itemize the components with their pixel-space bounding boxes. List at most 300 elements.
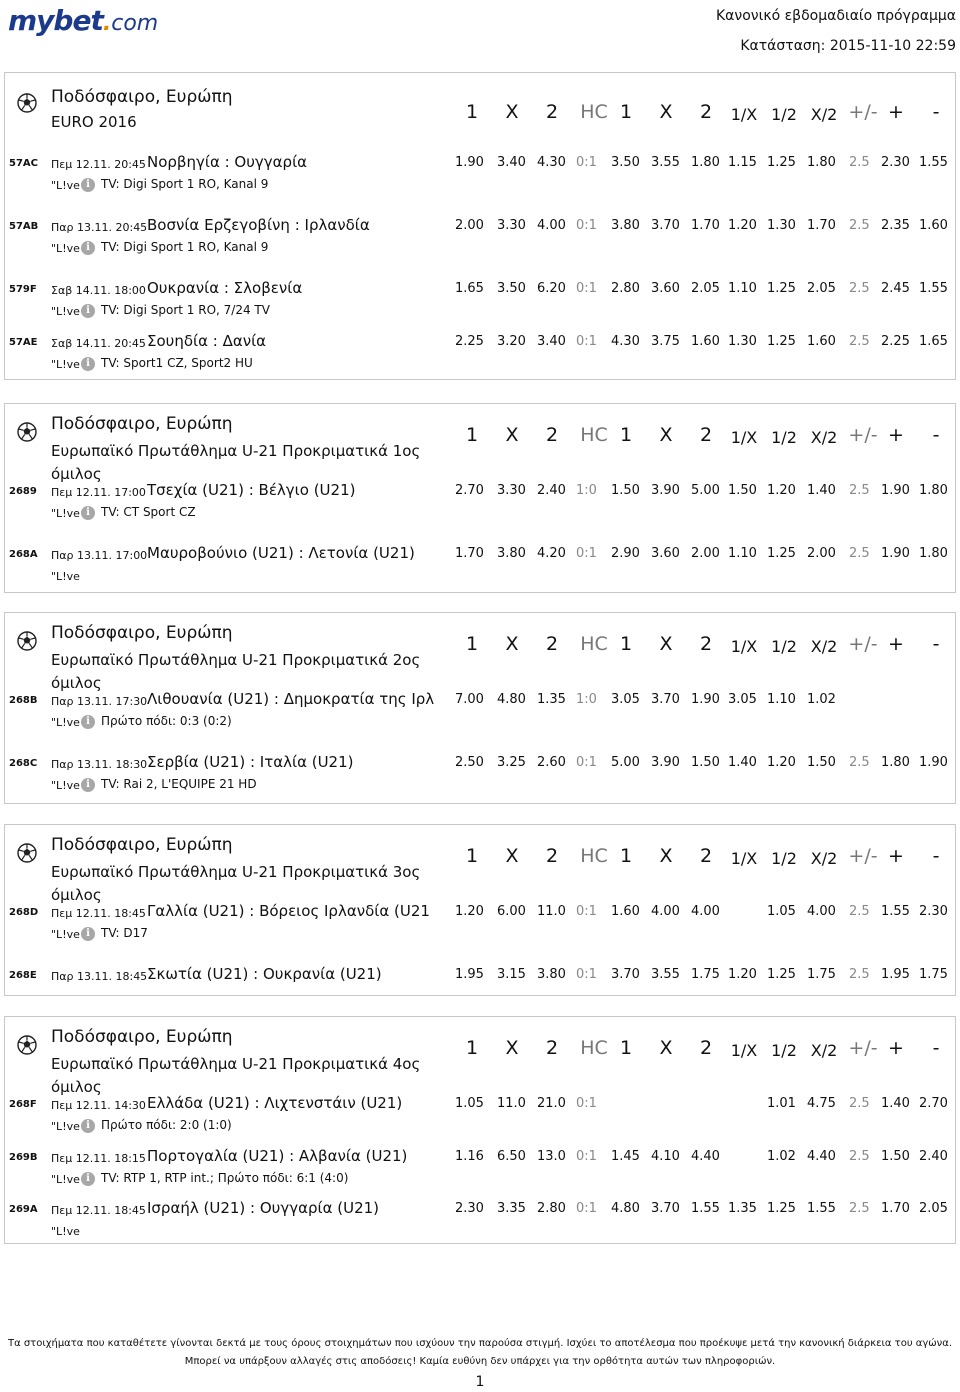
event-row[interactable] bbox=[5, 1094, 955, 1138]
odd-value[interactable]: 3.30 bbox=[497, 218, 526, 233]
column-header-c2: 2 bbox=[545, 101, 559, 123]
odd-value[interactable]: 1.90 bbox=[881, 546, 910, 561]
odd-value[interactable]: 4.00 bbox=[691, 904, 720, 919]
event-info: TV: Digi Sport 1 RO, Kanal 9 bbox=[101, 240, 269, 254]
odd-value[interactable]: 1.25 bbox=[767, 155, 796, 170]
odd-value[interactable]: 1.75 bbox=[807, 967, 836, 982]
odd-value[interactable]: 3.70 bbox=[651, 218, 680, 233]
odd-value[interactable]: 0:1 bbox=[576, 334, 597, 349]
odd-value[interactable]: 1.20 bbox=[728, 218, 757, 233]
page-title: Κανονικό εβδομαδιαίο πρόγραμμα bbox=[716, 8, 956, 24]
odd-value[interactable]: 1.50 bbox=[807, 755, 836, 770]
odd-value[interactable]: 4.20 bbox=[537, 546, 566, 561]
odd-value[interactable]: 13.0 bbox=[537, 1149, 566, 1164]
column-header-dx2: X/2 bbox=[810, 1041, 838, 1060]
event-name[interactable]: Λιθουανία (U21) : Δημοκρατία της Ιρλ bbox=[147, 690, 435, 708]
odd-value[interactable]: 4.80 bbox=[497, 692, 526, 707]
live-label: "L!ve bbox=[51, 1173, 80, 1186]
odd-value[interactable]: 3.70 bbox=[651, 1201, 680, 1216]
event-name[interactable]: Γαλλία (U21) : Βόρειος Ιρλανδία (U21 bbox=[147, 902, 430, 920]
column-header-pm: +/- bbox=[848, 633, 878, 655]
odd-value[interactable]: 1.55 bbox=[919, 281, 948, 296]
info-icon[interactable]: i bbox=[81, 178, 95, 192]
competition-section bbox=[4, 612, 956, 804]
odd-value[interactable]: 1.70 bbox=[807, 218, 836, 233]
event-name[interactable]: Σουηδία : Δανία bbox=[147, 332, 267, 350]
odd-value[interactable]: 6.50 bbox=[497, 1149, 526, 1164]
info-icon[interactable]: i bbox=[81, 927, 95, 941]
odd-value[interactable]: 1.35 bbox=[728, 1201, 757, 1216]
odd-value[interactable]: 2.05 bbox=[691, 281, 720, 296]
odd-value[interactable]: 3.40 bbox=[497, 155, 526, 170]
column-header-c2: 2 bbox=[545, 1037, 559, 1059]
odd-value[interactable]: 2.5 bbox=[849, 1149, 870, 1164]
odd-value[interactable]: 3.70 bbox=[651, 692, 680, 707]
odd-value[interactable]: 4.00 bbox=[537, 218, 566, 233]
odd-value[interactable]: 0:1 bbox=[576, 1201, 597, 1216]
odd-value[interactable]: 1.20 bbox=[455, 904, 484, 919]
odd-value[interactable]: 3.35 bbox=[497, 1201, 526, 1216]
event-date: Σαβ 14.11. 20:45 bbox=[51, 337, 146, 350]
odd-value[interactable]: 2.70 bbox=[919, 1096, 948, 1111]
event-row[interactable] bbox=[5, 279, 955, 323]
odd-value[interactable]: 3.50 bbox=[611, 155, 640, 170]
event-name[interactable]: Ισραήλ (U21) : Ουγγαρία (U21) bbox=[147, 1199, 380, 1217]
odd-value[interactable]: 2.50 bbox=[455, 755, 484, 770]
column-header-d1x: 1/X bbox=[730, 849, 758, 868]
odd-value[interactable]: 1.90 bbox=[881, 483, 910, 498]
odd-value[interactable]: 1.55 bbox=[919, 155, 948, 170]
event-row[interactable] bbox=[5, 753, 955, 797]
column-header-hc: HC bbox=[580, 845, 608, 867]
odd-value[interactable]: 3.75 bbox=[651, 334, 680, 349]
info-icon[interactable]: i bbox=[81, 506, 95, 520]
odd-value[interactable]: 2.35 bbox=[881, 218, 910, 233]
odd-value[interactable]: 3.60 bbox=[651, 281, 680, 296]
page-number: 1 bbox=[475, 1374, 485, 1390]
competition-name: EURO 2016 bbox=[51, 113, 137, 131]
odd-value[interactable]: 2.80 bbox=[537, 1201, 566, 1216]
column-header-minus: - bbox=[932, 101, 940, 123]
column-header-d1x: 1/X bbox=[730, 637, 758, 656]
column-header-c2: 2 bbox=[545, 424, 559, 446]
column-header-plus: + bbox=[888, 1037, 904, 1059]
odd-value[interactable]: 2.00 bbox=[691, 546, 720, 561]
odd-value[interactable]: 1.20 bbox=[767, 483, 796, 498]
odd-value[interactable]: 1.55 bbox=[807, 1201, 836, 1216]
info-icon[interactable]: i bbox=[81, 1172, 95, 1186]
odd-value[interactable]: 4.00 bbox=[651, 904, 680, 919]
odd-value[interactable]: 1.30 bbox=[767, 218, 796, 233]
odd-value[interactable]: 1.75 bbox=[919, 967, 948, 982]
event-info: Πρώτο πόδι: 0:3 (0:2) bbox=[101, 714, 232, 728]
odd-value[interactable]: 2.30 bbox=[455, 1201, 484, 1216]
odd-value[interactable]: 1.55 bbox=[691, 1201, 720, 1216]
odd-value[interactable]: 0:1 bbox=[576, 155, 597, 170]
event-name[interactable]: Μαυροβούνιο (U21) : Λετονία (U21) bbox=[147, 544, 415, 562]
event-row[interactable] bbox=[5, 1199, 955, 1243]
info-icon[interactable]: i bbox=[81, 1119, 95, 1133]
odd-value[interactable]: 1.20 bbox=[767, 755, 796, 770]
odd-value[interactable]: 2.5 bbox=[849, 755, 870, 770]
odd-value[interactable]: 3.90 bbox=[651, 755, 680, 770]
football-icon bbox=[17, 93, 37, 113]
odd-value[interactable]: 21.0 bbox=[537, 1096, 566, 1111]
column-header-dx2: X/2 bbox=[810, 105, 838, 124]
live-label: "L!ve bbox=[51, 570, 80, 583]
live-label: "L!ve bbox=[51, 305, 80, 318]
column-header-pm: +/- bbox=[848, 101, 878, 123]
event-row[interactable] bbox=[5, 481, 955, 525]
odd-value[interactable]: 2.5 bbox=[849, 334, 870, 349]
event-info: TV: CT Sport CZ bbox=[101, 505, 196, 519]
football-icon bbox=[17, 1035, 37, 1055]
odd-value[interactable]: 1.01 bbox=[767, 1096, 796, 1111]
odd-value[interactable]: 1.70 bbox=[881, 1201, 910, 1216]
odd-value[interactable]: 0:1 bbox=[576, 904, 597, 919]
odd-value[interactable]: 3.05 bbox=[611, 692, 640, 707]
odd-value[interactable]: 1.16 bbox=[455, 1149, 484, 1164]
odd-value[interactable]: 3.55 bbox=[651, 967, 680, 982]
event-row[interactable] bbox=[5, 153, 955, 197]
odd-value[interactable]: 3.20 bbox=[497, 334, 526, 349]
odd-value[interactable]: 3.80 bbox=[537, 967, 566, 982]
odd-value[interactable]: 1.25 bbox=[767, 281, 796, 296]
odd-value[interactable]: 2.30 bbox=[919, 904, 948, 919]
odd-value[interactable]: 1.15 bbox=[728, 155, 757, 170]
odd-value[interactable]: 4.40 bbox=[807, 1149, 836, 1164]
info-icon[interactable]: i bbox=[81, 304, 95, 318]
odd-value[interactable]: 3.55 bbox=[651, 155, 680, 170]
sport-title: Ποδόσφαιρο, Ευρώπη bbox=[51, 1027, 233, 1047]
event-date: Πεμ 12.11. 18:45 bbox=[51, 1204, 146, 1217]
event-code: 2689 bbox=[9, 486, 37, 497]
odd-value[interactable]: 2.5 bbox=[849, 218, 870, 233]
odd-value[interactable]: 1.25 bbox=[767, 334, 796, 349]
odd-value[interactable]: 4.40 bbox=[691, 1149, 720, 1164]
odd-value[interactable]: 1.40 bbox=[728, 755, 757, 770]
footer-terms: Τα στοιχήματα που καταθέτετε γίνονται δεκτά με τους όρους στοιχημάτων που ισχύουν την παρούσα στιγμή. Ισχύει το αποτέλεσμα που προέκυψε μετά την κανονική διάρκεια του αγώνα. bbox=[7, 1338, 953, 1349]
event-date: Σαβ 14.11. 18:00 bbox=[51, 284, 146, 297]
column-header-hc: HC bbox=[580, 101, 608, 123]
odd-value[interactable]: 2.40 bbox=[537, 483, 566, 498]
odd-value[interactable]: 1.60 bbox=[919, 218, 948, 233]
column-header-minus: - bbox=[932, 1037, 940, 1059]
odd-value[interactable]: 0:1 bbox=[576, 281, 597, 296]
odd-value[interactable]: 0:1 bbox=[576, 1149, 597, 1164]
odd-value[interactable]: 7.00 bbox=[455, 692, 484, 707]
event-date: Πεμ 12.11. 17:00 bbox=[51, 486, 146, 499]
event-info: TV: D17 bbox=[101, 926, 148, 940]
odd-value[interactable]: 3.40 bbox=[537, 334, 566, 349]
odd-value[interactable]: 1.05 bbox=[767, 904, 796, 919]
odd-value[interactable]: 1.65 bbox=[919, 334, 948, 349]
odd-value[interactable]: 1.80 bbox=[807, 155, 836, 170]
odd-value[interactable]: 1.95 bbox=[455, 967, 484, 982]
football-icon bbox=[17, 843, 37, 863]
odd-value[interactable]: 3.05 bbox=[728, 692, 757, 707]
odd-value[interactable]: 2.05 bbox=[919, 1201, 948, 1216]
odd-value[interactable]: 3.70 bbox=[611, 967, 640, 982]
event-code: 57AE bbox=[9, 337, 38, 348]
column-header-dx2: X/2 bbox=[810, 637, 838, 656]
live-label: "L!ve bbox=[51, 928, 80, 941]
odd-value[interactable]: 2.5 bbox=[849, 281, 870, 296]
odd-value[interactable]: 1.40 bbox=[807, 483, 836, 498]
column-header-cx: X bbox=[505, 424, 519, 446]
event-row[interactable] bbox=[5, 332, 955, 376]
column-header-minus: - bbox=[932, 845, 940, 867]
column-header-pm: +/- bbox=[848, 845, 878, 867]
odd-value[interactable]: 6.00 bbox=[497, 904, 526, 919]
odd-value[interactable]: 1.30 bbox=[728, 334, 757, 349]
odd-value[interactable]: 1.02 bbox=[767, 1149, 796, 1164]
odd-value[interactable]: 1.80 bbox=[919, 546, 948, 561]
odd-value[interactable]: 1.25 bbox=[767, 967, 796, 982]
info-icon[interactable]: i bbox=[81, 778, 95, 792]
odd-value[interactable]: 1.60 bbox=[691, 334, 720, 349]
event-name[interactable]: Τσεχία (U21) : Βέλγιο (U21) bbox=[147, 481, 356, 499]
event-name[interactable]: Βοσνία Ερζεγοβίνη : Ιρλανδία bbox=[147, 216, 370, 234]
odd-value[interactable]: 3.90 bbox=[651, 483, 680, 498]
odd-value[interactable]: 3.15 bbox=[497, 967, 526, 982]
event-row[interactable] bbox=[5, 1147, 955, 1191]
info-icon[interactable]: i bbox=[81, 241, 95, 255]
event-date: Πεμ 12.11. 14:30 bbox=[51, 1099, 146, 1112]
event-code: 268C bbox=[9, 758, 38, 769]
event-row[interactable] bbox=[5, 544, 955, 588]
odd-value[interactable]: 1.75 bbox=[691, 967, 720, 982]
live-label: "L!ve bbox=[51, 1225, 80, 1238]
event-code: 269B bbox=[9, 1152, 38, 1163]
status-timestamp: Κατάσταση: 2015-11-10 22:59 bbox=[740, 38, 956, 54]
football-icon bbox=[17, 422, 37, 442]
event-row[interactable] bbox=[5, 690, 955, 734]
column-header-plus: + bbox=[888, 845, 904, 867]
odd-value[interactable]: 11.0 bbox=[497, 1096, 526, 1111]
event-code: 579F bbox=[9, 284, 37, 295]
odd-value[interactable]: 1.20 bbox=[728, 967, 757, 982]
odd-value[interactable]: 2.00 bbox=[807, 546, 836, 561]
odd-value[interactable]: 4.80 bbox=[611, 1201, 640, 1216]
column-header-hc: HC bbox=[580, 633, 608, 655]
odd-value[interactable]: 3.80 bbox=[497, 546, 526, 561]
odd-value[interactable]: 3.80 bbox=[611, 218, 640, 233]
event-name[interactable]: Ελλάδα (U21) : Λιχτενστάιν (U21) bbox=[147, 1094, 403, 1112]
event-code: 268E bbox=[9, 970, 37, 981]
odd-value[interactable]: 3.60 bbox=[651, 546, 680, 561]
column-header-d12: 1/2 bbox=[771, 428, 797, 447]
odd-value[interactable]: 1.90 bbox=[691, 692, 720, 707]
odd-value[interactable]: 1.02 bbox=[807, 692, 836, 707]
column-header-h1: 1 bbox=[619, 424, 633, 446]
live-label: "L!ve bbox=[51, 779, 80, 792]
column-header-hx: X bbox=[659, 1037, 673, 1059]
odd-value[interactable]: 1.50 bbox=[611, 483, 640, 498]
column-header-cx: X bbox=[505, 845, 519, 867]
odd-value[interactable]: 2.00 bbox=[455, 218, 484, 233]
odd-value[interactable]: 4.30 bbox=[537, 155, 566, 170]
column-header-h1: 1 bbox=[619, 1037, 633, 1059]
column-header-h2: 2 bbox=[699, 1037, 713, 1059]
column-header-hc: HC bbox=[580, 424, 608, 446]
event-name[interactable]: Ουκρανία : Σλοβενία bbox=[147, 279, 303, 297]
odd-value[interactable]: 0:1 bbox=[576, 546, 597, 561]
odd-value[interactable]: 1.25 bbox=[767, 546, 796, 561]
odd-value[interactable]: 1.25 bbox=[767, 1201, 796, 1216]
column-header-plus: + bbox=[888, 101, 904, 123]
odd-value[interactable]: 1.70 bbox=[691, 218, 720, 233]
column-header-c1: 1 bbox=[465, 845, 479, 867]
column-header-c2: 2 bbox=[545, 845, 559, 867]
column-header-pm: +/- bbox=[848, 1037, 878, 1059]
odd-value[interactable]: 1.50 bbox=[881, 1149, 910, 1164]
event-name[interactable]: Πορτογαλία (U21) : Αλβανία (U21) bbox=[147, 1147, 408, 1165]
odd-value[interactable]: 1.40 bbox=[881, 1096, 910, 1111]
column-header-hx: X bbox=[659, 101, 673, 123]
event-row[interactable] bbox=[5, 965, 955, 989]
odd-value[interactable]: 5.00 bbox=[691, 483, 720, 498]
event-date: Παρ 13.11. 18:30 bbox=[51, 758, 148, 771]
event-info: TV: Sport1 CZ, Sport2 HU bbox=[101, 356, 253, 370]
event-name[interactable]: Σκωτία (U21) : Ουκρανία (U21) bbox=[147, 965, 382, 983]
column-header-hx: X bbox=[659, 845, 673, 867]
odd-value[interactable]: 4.75 bbox=[807, 1096, 836, 1111]
odd-value[interactable]: 1.60 bbox=[807, 334, 836, 349]
odd-value[interactable]: 1.95 bbox=[881, 967, 910, 982]
odd-value[interactable]: 1.50 bbox=[691, 755, 720, 770]
mybet-logo: mybet.com bbox=[8, 4, 159, 37]
odd-value[interactable]: 1.65 bbox=[455, 281, 484, 296]
competition-name: Ευρωπαϊκό Πρωτάθλημα U-21 Προκριματικά 2ος όμιλος bbox=[51, 651, 421, 692]
odd-value[interactable]: 1.10 bbox=[728, 546, 757, 561]
live-label: "L!ve bbox=[51, 716, 80, 729]
column-header-dx2: X/2 bbox=[810, 849, 838, 868]
event-date: Πεμ 12.11. 18:45 bbox=[51, 907, 146, 920]
odd-value[interactable]: 11.0 bbox=[537, 904, 566, 919]
event-date: Πεμ 12.11. 18:15 bbox=[51, 1152, 146, 1165]
event-code: 269A bbox=[9, 1204, 38, 1215]
odd-value[interactable]: 4.30 bbox=[611, 334, 640, 349]
odd-value[interactable]: 4.10 bbox=[651, 1149, 680, 1164]
event-code: 268D bbox=[9, 907, 39, 918]
event-date: Πεμ 12.11. 20:45 bbox=[51, 158, 146, 171]
event-code: 57AC bbox=[9, 158, 38, 169]
event-row[interactable] bbox=[5, 216, 955, 260]
odd-value[interactable]: 2.40 bbox=[919, 1149, 948, 1164]
odd-value[interactable]: 1.35 bbox=[537, 692, 566, 707]
live-label: "L!ve bbox=[51, 1120, 80, 1133]
odd-value[interactable]: 4.00 bbox=[807, 904, 836, 919]
column-header-hx: X bbox=[659, 633, 673, 655]
odd-value[interactable]: 1.05 bbox=[455, 1096, 484, 1111]
column-header-c1: 1 bbox=[465, 1037, 479, 1059]
odd-value[interactable]: 1.90 bbox=[919, 755, 948, 770]
column-header-h2: 2 bbox=[699, 424, 713, 446]
odd-value[interactable]: 0:1 bbox=[576, 1096, 597, 1111]
sport-title: Ποδόσφαιρο, Ευρώπη bbox=[51, 835, 233, 855]
competition-name: Ευρωπαϊκό Πρωτάθλημα U-21 Προκριματικά 1ος όμιλος bbox=[51, 442, 421, 483]
odd-value[interactable]: 1.55 bbox=[881, 904, 910, 919]
odd-value[interactable]: 2.5 bbox=[849, 155, 870, 170]
odd-value[interactable]: 2.45 bbox=[881, 281, 910, 296]
odd-value[interactable]: 2.90 bbox=[611, 546, 640, 561]
odd-value[interactable]: 1.45 bbox=[611, 1149, 640, 1164]
odd-value[interactable]: 0:1 bbox=[576, 967, 597, 982]
event-name[interactable]: Σερβία (U21) : Ιταλία (U21) bbox=[147, 753, 354, 771]
event-info: TV: RTP 1, RTP int.; Πρώτο πόδι: 6:1 (4:0) bbox=[101, 1171, 349, 1185]
event-code: 57AB bbox=[9, 221, 39, 232]
odd-value[interactable]: 2.25 bbox=[455, 334, 484, 349]
odd-value[interactable]: 1.90 bbox=[455, 155, 484, 170]
column-header-h1: 1 bbox=[619, 101, 633, 123]
odd-value[interactable]: 1.80 bbox=[881, 755, 910, 770]
column-header-minus: - bbox=[932, 424, 940, 446]
event-row[interactable] bbox=[5, 902, 955, 946]
column-header-c1: 1 bbox=[465, 101, 479, 123]
competition-section bbox=[4, 403, 956, 593]
odd-value[interactable]: 2.5 bbox=[849, 546, 870, 561]
column-header-d1x: 1/X bbox=[730, 105, 758, 124]
competition-section bbox=[4, 72, 956, 380]
column-header-d12: 1/2 bbox=[771, 1041, 797, 1060]
odd-value[interactable]: 2.70 bbox=[455, 483, 484, 498]
column-header-h2: 2 bbox=[699, 845, 713, 867]
odd-value[interactable]: 1.50 bbox=[728, 483, 757, 498]
odd-value[interactable]: 1:0 bbox=[576, 692, 597, 707]
column-header-cx: X bbox=[505, 633, 519, 655]
odd-value[interactable]: 1.70 bbox=[455, 546, 484, 561]
odd-value[interactable]: 2.5 bbox=[849, 904, 870, 919]
event-name[interactable]: Νορβηγία : Ουγγαρία bbox=[147, 153, 308, 171]
odd-value[interactable]: 2.5 bbox=[849, 483, 870, 498]
odd-value[interactable]: 2.5 bbox=[849, 1096, 870, 1111]
info-icon[interactable]: i bbox=[81, 715, 95, 729]
competition-section bbox=[4, 824, 956, 996]
column-header-h2: 2 bbox=[699, 101, 713, 123]
odd-value[interactable]: 1.60 bbox=[611, 904, 640, 919]
column-header-minus: - bbox=[932, 633, 940, 655]
odd-value[interactable]: 1.80 bbox=[919, 483, 948, 498]
odd-value[interactable]: 6.20 bbox=[537, 281, 566, 296]
column-header-d12: 1/2 bbox=[771, 105, 797, 124]
column-header-cx: X bbox=[505, 101, 519, 123]
odd-value[interactable]: 5.00 bbox=[611, 755, 640, 770]
odd-value[interactable]: 3.50 bbox=[497, 281, 526, 296]
odd-value[interactable]: 2.5 bbox=[849, 967, 870, 982]
column-header-plus: + bbox=[888, 424, 904, 446]
event-date: Παρ 13.11. 18:45 bbox=[51, 970, 148, 983]
column-header-h1: 1 bbox=[619, 845, 633, 867]
odd-value[interactable]: 0:1 bbox=[576, 218, 597, 233]
odd-value[interactable]: 2.80 bbox=[611, 281, 640, 296]
info-icon[interactable]: i bbox=[81, 357, 95, 371]
live-label: "L!ve bbox=[51, 179, 80, 192]
odd-value[interactable]: 3.25 bbox=[497, 755, 526, 770]
odd-value[interactable]: 3.30 bbox=[497, 483, 526, 498]
odd-value[interactable]: 0:1 bbox=[576, 755, 597, 770]
odd-value[interactable]: 2.30 bbox=[881, 155, 910, 170]
odd-value[interactable]: 1.80 bbox=[691, 155, 720, 170]
odd-value[interactable]: 1.10 bbox=[767, 692, 796, 707]
odd-value[interactable]: 2.60 bbox=[537, 755, 566, 770]
sport-title: Ποδόσφαιρο, Ευρώπη bbox=[51, 623, 233, 643]
odd-value[interactable]: 1.10 bbox=[728, 281, 757, 296]
odd-value[interactable]: 1:0 bbox=[576, 483, 597, 498]
odd-value[interactable]: 2.5 bbox=[849, 1201, 870, 1216]
odd-value[interactable]: 2.25 bbox=[881, 334, 910, 349]
odd-value[interactable]: 2.05 bbox=[807, 281, 836, 296]
